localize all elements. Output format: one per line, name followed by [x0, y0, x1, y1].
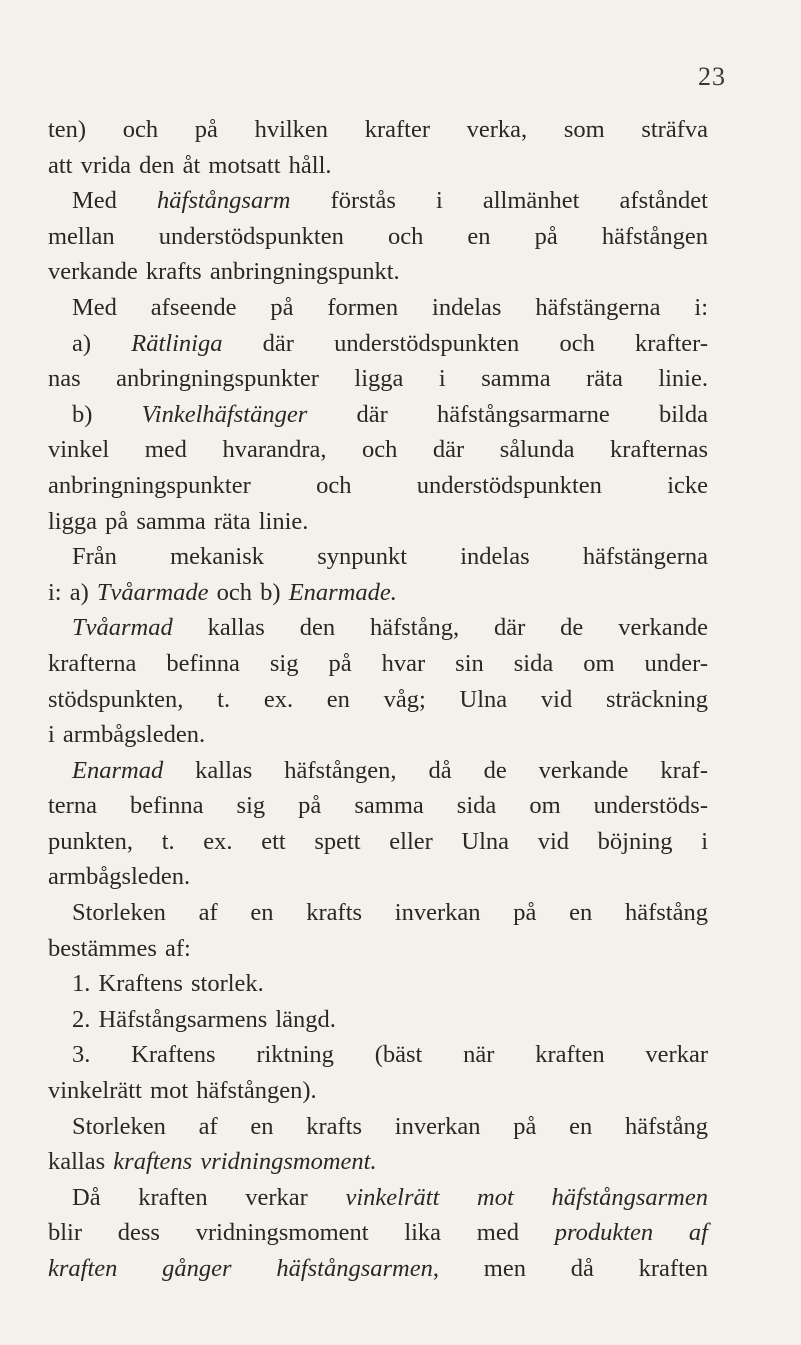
text-line	[48, 539, 708, 575]
text-run: där understödspunkten och krafter-	[222, 329, 708, 357]
text-run: kallas	[48, 1148, 114, 1176]
text-run: Storleken af en krafts inverkan på en häfstång	[72, 1112, 708, 1140]
text-run: i armbågsleden.	[48, 721, 206, 749]
text-run: ten) och på hvilken krafter verka, som sträfva	[48, 116, 708, 143]
text-line	[48, 1002, 708, 1038]
text-run: 3. Kraftens riktning (bäst när kraften verkar	[72, 1041, 708, 1069]
text-run: och b)	[208, 578, 289, 606]
text-line	[48, 895, 708, 931]
text-run: Med	[72, 187, 158, 215]
text-line	[48, 290, 708, 326]
text-line	[48, 1037, 708, 1073]
italic-term: kraften gånger häfstångsarmen	[48, 1255, 433, 1282]
text-line	[48, 1180, 708, 1216]
text-run: anbringningspunkter och understödspunkten icke	[48, 471, 708, 499]
text-line	[48, 468, 708, 504]
text-run: där häfstångsarmarne bilda	[307, 400, 708, 428]
text-run: a)	[72, 329, 132, 357]
text-run: 2. Häfstångsarmens längd.	[72, 1005, 336, 1033]
text-run: i: a)	[48, 578, 97, 606]
text-line	[48, 1109, 708, 1145]
italic-term: kraftens vridningsmoment.	[113, 1148, 377, 1176]
text-line	[48, 1251, 708, 1287]
text-line	[48, 682, 708, 718]
italic-term: Tvåarmade	[96, 578, 209, 606]
text-run: 1. Kraftens storlek.	[72, 970, 264, 998]
text-run: Från mekanisk synpunkt indelas häfstängerna	[72, 543, 708, 571]
text-line	[48, 361, 708, 397]
text-run: verkande krafts anbringningspunkt.	[48, 258, 400, 286]
text-run: stödspunkten, t. ex. en våg; Ulna vid sträckning	[48, 685, 708, 713]
text-run: Då kraften verkar	[72, 1183, 346, 1211]
text-run: mellan understödspunkten och en på häfstången	[48, 222, 708, 250]
text-run: b)	[72, 400, 142, 428]
body-text	[48, 112, 708, 1287]
text-line	[48, 575, 708, 611]
text-line	[48, 646, 708, 682]
text-line	[48, 1215, 708, 1251]
text-line	[48, 717, 708, 753]
italic-term: Rätliniga	[131, 329, 223, 357]
text-run: vinkelrätt mot häfstången).	[48, 1077, 317, 1105]
text-run: kallas häfstången, då de verkande kraf-	[163, 756, 708, 784]
text-run: , men då kraften	[432, 1255, 709, 1282]
italic-term: Tvåarmad	[72, 614, 173, 642]
text-line	[48, 610, 708, 646]
text-run: att vrida den åt motsatt håll.	[48, 151, 332, 179]
italic-term: häfstångsarm	[157, 187, 291, 215]
text-line	[48, 148, 708, 184]
text-line	[48, 112, 708, 148]
text-line	[48, 504, 708, 540]
text-run: förstås i allmänhet afståndet	[290, 187, 708, 215]
text-run: punkten, t. ex. ett spett eller Ulna vid böjning i	[48, 827, 708, 855]
text-line	[48, 1073, 708, 1109]
text-line	[48, 931, 708, 967]
text-run: bestämmes af:	[48, 934, 191, 962]
text-run: terna befinna sig på samma sida om understöds-	[48, 792, 708, 820]
text-line	[48, 326, 708, 362]
text-run: Med afseende på formen indelas häfstängerna i:	[72, 293, 708, 321]
text-run: Storleken af en krafts inverkan på en häfstång	[72, 899, 708, 927]
text-line	[48, 219, 708, 255]
text-line	[48, 788, 708, 824]
text-run: vinkel med hvarandra, och där sålunda krafternas	[48, 436, 708, 464]
page-number: 23	[698, 62, 726, 91]
text-line	[48, 183, 708, 219]
italic-term: Vinkelhäfstänger	[141, 400, 308, 428]
text-run: blir dess vridningsmoment lika med	[48, 1219, 555, 1247]
text-line	[48, 432, 708, 468]
text-run: nas anbringningspunkter ligga i samma räta linie.	[48, 365, 708, 393]
text-line	[48, 753, 708, 789]
italic-term: Enarmad	[72, 756, 164, 784]
text-run: armbågsleden.	[48, 863, 191, 891]
italic-term: produkten af	[554, 1219, 708, 1247]
text-run: ligga på samma räta linie.	[48, 507, 309, 535]
text-line	[48, 966, 708, 1002]
text-line	[48, 397, 708, 433]
italic-term: Enarmade.	[288, 578, 397, 606]
text-run: kallas den häfstång, där de verkande	[172, 614, 708, 642]
text-line	[48, 859, 708, 895]
text-run: krafterna befinna sig på hvar sin sida om under-	[48, 649, 708, 677]
italic-term: vinkelrätt mot häfstångsarmen	[345, 1183, 708, 1211]
text-line	[48, 1144, 708, 1180]
text-line	[48, 824, 708, 860]
text-line	[48, 254, 708, 290]
